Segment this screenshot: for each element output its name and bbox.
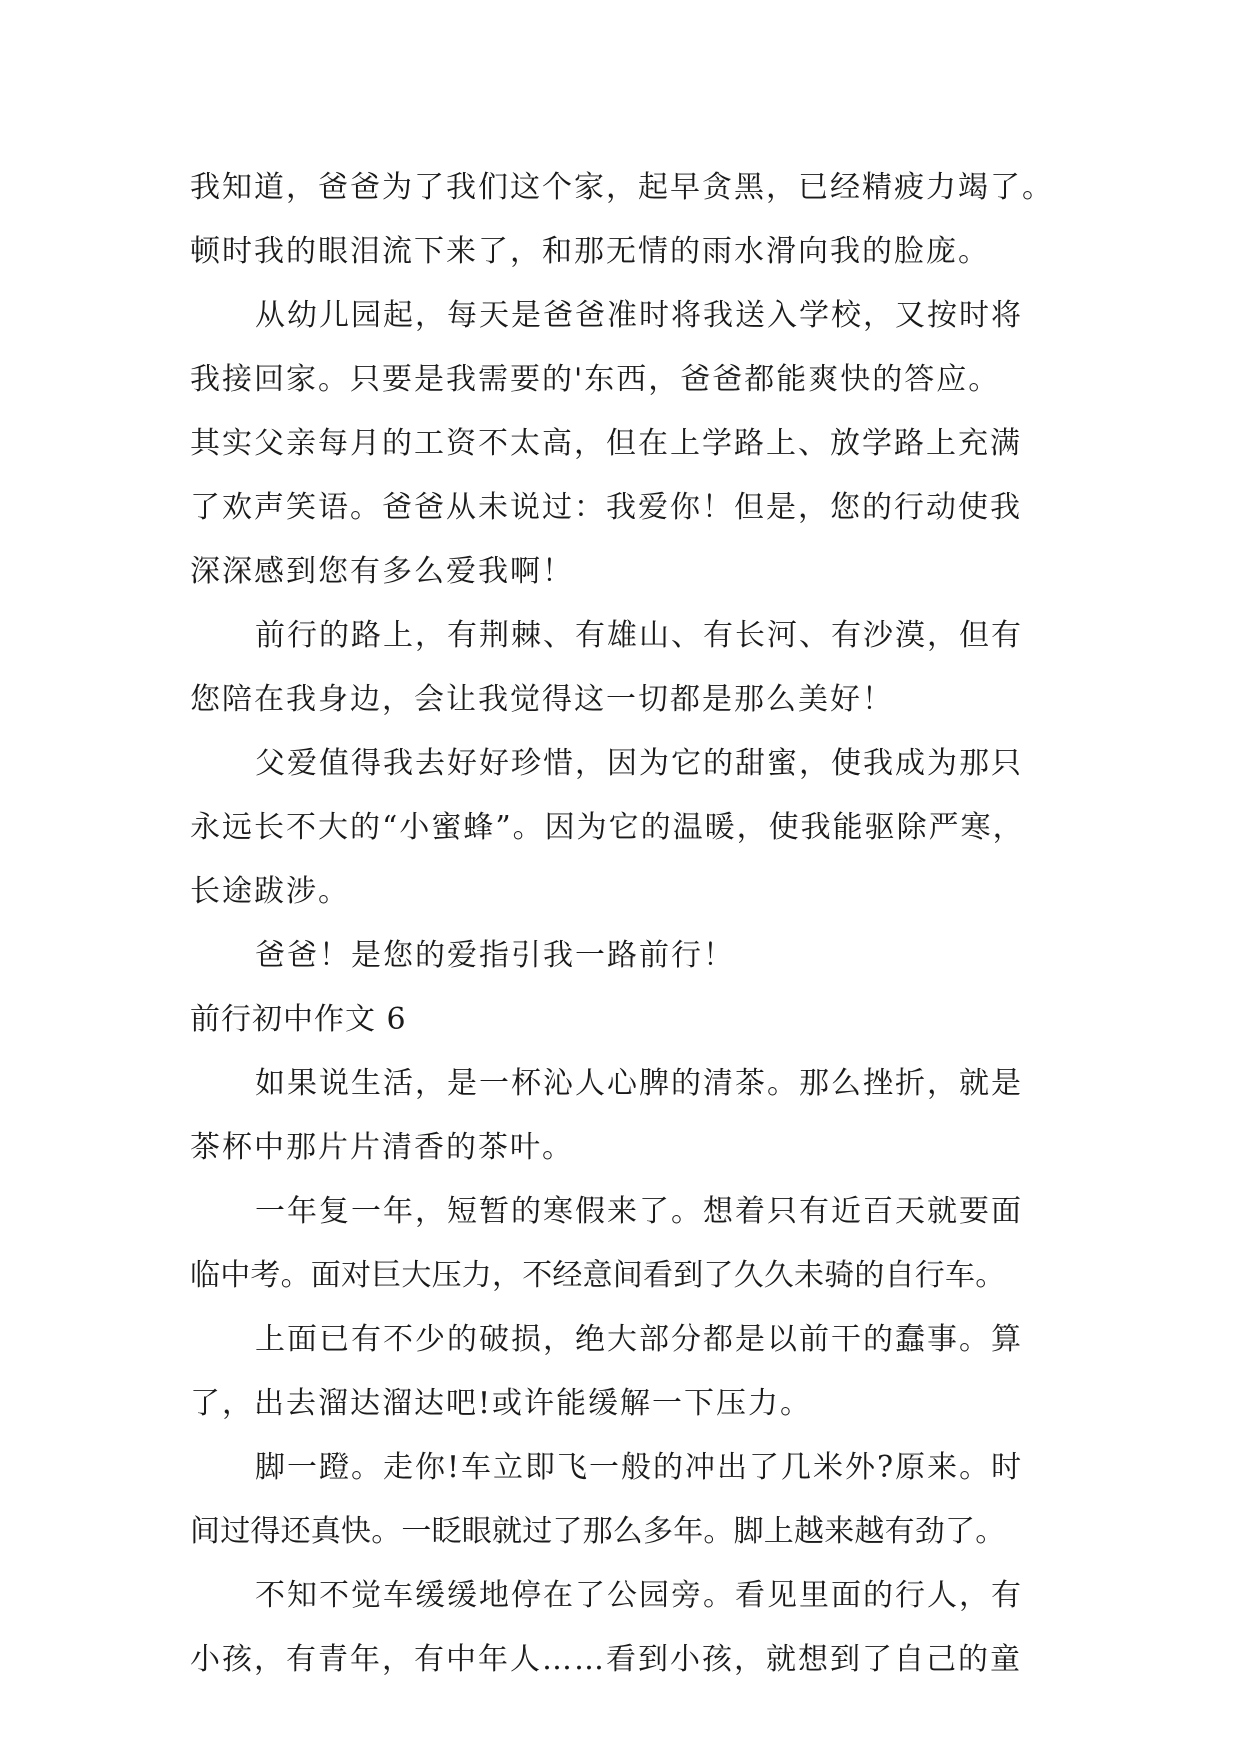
text-line: 顿时我的眼泪流下来了，和那无情的雨水滑向我的脸庞。 [190,234,990,269]
text-line: 小孩，有青年，有中年人……看到小孩，就想到了自己的童 [190,1642,1022,1677]
text-line: 其实父亲每月的工资不太高，但在上学路上、放学路上充满 [190,426,1022,461]
paragraph-first-line: 一年复一年，短暂的寒假来了。想着只有近百天就要面 [255,1194,1023,1229]
text-line: 了欢声笑语。爸爸从未说过：我爱你！但是，您的行动使我 [190,490,1022,525]
text-line: 我接回家。只要是我需要的'东西，爸爸都能爽快的答应。 [190,362,1001,397]
paragraph-first-line: 前行的路上，有荆棘、有雄山、有长河、有沙漠，但有 [255,618,1023,653]
paragraph-first-line: 父爱值得我去好好珍惜，因为它的甜蜜，使我成为那只 [255,746,1023,781]
paragraph-first-line: 不知不觉车缓缓地停在了公园旁。看见里面的行人，有 [255,1578,1023,1613]
text-line: 茶杯中那片片清香的茶叶。 [190,1130,574,1165]
paragraph-first-line: 从幼儿园起，每天是爸爸准时将我送入学校，又按时将 [255,298,1023,333]
paragraph-first-line: 上面已有不少的破损，绝大部分都是以前干的蠢事。算 [255,1322,1023,1357]
text-line: 永远长不大的“小蜜蜂”。因为它的温暖，使我能驱除严寒， [190,810,1025,845]
text-line: 临中考。面对巨大压力，不经意间看到了久久未骑的自行车。 [190,1258,1006,1293]
paragraph-first-line: 爸爸！是您的爱指引我一路前行！ [255,938,735,973]
text-line: 长途跋涉。 [190,874,350,909]
section-heading: 前行初中作文 6 [190,1002,407,1037]
paragraph-first-line: 脚一蹬。走你!车立即飞一般的冲出了几米外?原来。时 [255,1450,1024,1485]
text-line: 间过得还真快。一眨眼就过了那么多年。脚上越来越有劲了。 [190,1514,1006,1549]
paragraph-first-line: 如果说生活，是一杯沁人心脾的清茶。那么挫折，就是 [255,1066,1023,1101]
text-line: 深深感到您有多么爱我啊！ [190,554,574,589]
text-line: 了，出去溜达溜达吧!或许能缓解一下压力。 [190,1386,813,1421]
text-line: 您陪在我身边，会让我觉得这一切都是那么美好！ [190,682,894,717]
text-line: 我知道，爸爸为了我们这个家，起早贪黑，已经精疲力竭了。 [190,170,1054,205]
